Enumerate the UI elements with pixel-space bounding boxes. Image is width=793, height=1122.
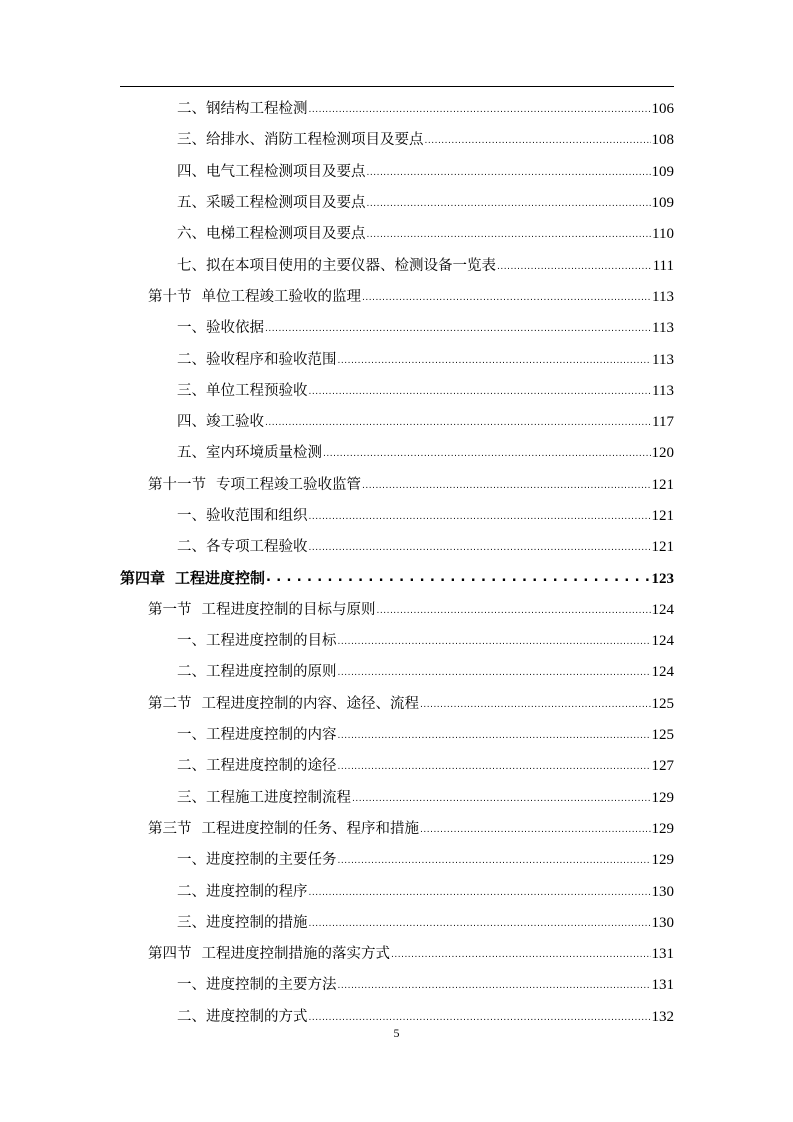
toc-entry-title: 验收范围和组织 [206, 508, 308, 524]
toc-entry-item[interactable] [0, 530, 793, 561]
toc-entry-number: 五、 [177, 445, 206, 462]
toc-entry-section[interactable] [0, 812, 793, 843]
toc-entry-page: 113 [652, 288, 674, 305]
toc-entry-page: 121 [651, 476, 674, 493]
dot-leader [420, 701, 651, 710]
toc-entry-page: 117 [652, 414, 674, 431]
toc-entry-title: 各专项工程验收 [206, 539, 308, 556]
dot-leader [377, 607, 651, 616]
toc-entry-page: 121 [651, 508, 674, 524]
toc-entry-number: 四、 [177, 414, 206, 431]
toc-entry-title: 电梯工程检测项目及要点 [206, 226, 366, 243]
toc-entry-number: 第二节 [148, 695, 192, 712]
toc-entry-page: 123 [651, 570, 674, 587]
toc-entry-item[interactable] [0, 311, 793, 342]
toc-entry-item[interactable] [0, 217, 793, 248]
toc-entry-title: 工程进度控制 [175, 568, 266, 587]
toc-entry-number: 二、 [177, 883, 206, 900]
toc-entry-title: 工程进度控制的内容 [206, 727, 337, 744]
toc-entry-page: 108 [651, 132, 674, 149]
dot-leader [352, 795, 651, 804]
toc-entry-item[interactable] [0, 123, 793, 154]
toc-entry-number: 三、 [177, 382, 206, 399]
toc-entry-item[interactable] [0, 248, 793, 279]
dot-leader [425, 137, 651, 146]
toc-entry-item[interactable] [0, 374, 793, 405]
toc-entry-section[interactable] [0, 937, 793, 968]
toc-entry-number: 第三节 [148, 820, 192, 837]
dot-leader [309, 388, 652, 397]
toc-entry-item[interactable] [0, 906, 793, 937]
toc-entry-item[interactable] [0, 92, 793, 123]
toc-entry-title: 工程进度控制的目标 [206, 633, 337, 650]
toc-entry-title: 工程进度控制的任务、程序和措施 [201, 820, 419, 837]
toc-entry-number: 第十一节 [148, 476, 206, 493]
dot-leader [362, 482, 651, 491]
toc-entry-title: 单位工程竣工验收的监理 [201, 288, 361, 305]
dot-leader [309, 920, 651, 929]
table-of-contents [0, 92, 793, 1031]
toc-entry-page: 120 [651, 445, 674, 462]
dot-leader [367, 231, 652, 240]
toc-entry-item[interactable] [0, 781, 793, 812]
toc-entry-number: 三、 [177, 132, 206, 149]
toc-entry-number: 二、 [177, 351, 206, 368]
toc-entry-number: 一、 [177, 633, 206, 650]
toc-entry-item[interactable] [0, 186, 793, 217]
toc-entry-section[interactable] [0, 593, 793, 624]
toc-entry-page: 109 [651, 195, 674, 212]
toc-entry-page: 129 [651, 820, 674, 837]
dot-leader [338, 857, 651, 866]
toc-entry-section[interactable] [0, 468, 793, 499]
toc-entry-section[interactable] [0, 280, 793, 311]
toc-entry-title: 验收程序和验收范围 [206, 351, 337, 368]
dot-leader [309, 544, 651, 553]
dot-leader [309, 106, 651, 115]
toc-entry-chapter[interactable] [0, 561, 793, 592]
toc-entry-page: 125 [651, 727, 674, 744]
toc-entry-number: 第四节 [148, 946, 192, 963]
toc-entry-page: 111 [652, 257, 674, 274]
dot-leader [309, 1014, 651, 1023]
toc-entry-title: 采暖工程检测项目及要点 [206, 195, 366, 212]
toc-entry-section[interactable] [0, 687, 793, 718]
toc-entry-number: 二、 [177, 758, 206, 775]
toc-entry-page: 109 [651, 163, 674, 180]
toc-entry-title: 室内环境质量检测 [206, 445, 322, 462]
dot-leader [338, 357, 652, 366]
toc-entry-number: 一、 [177, 508, 206, 524]
dot-leader [309, 889, 651, 898]
toc-entry-title: 竣工验收 [206, 414, 264, 431]
toc-entry-item[interactable] [0, 843, 793, 874]
toc-entry-page: 124 [651, 664, 674, 681]
toc-entry-title: 拟在本项目使用的主要仪器、检测设备一览表 [206, 257, 496, 274]
toc-entry-number: 一、 [177, 727, 206, 744]
dot-leader [338, 763, 651, 772]
dot-leader [265, 419, 651, 428]
toc-entry-item[interactable] [0, 655, 793, 686]
toc-entry-page: 106 [651, 101, 674, 118]
toc-entry-title: 进度控制的措施 [206, 914, 308, 931]
dot-leader [338, 732, 651, 741]
toc-entry-page: 131 [651, 977, 674, 994]
toc-entry-number: 第一节 [148, 601, 192, 618]
toc-entry-title: 验收依据 [206, 320, 264, 337]
toc-entry-page: 130 [651, 883, 674, 900]
dot-leader [391, 951, 651, 960]
toc-entry-item[interactable] [0, 718, 793, 749]
toc-entry-title: 进度控制的主要任务 [206, 852, 337, 869]
dot-leader [497, 263, 652, 272]
toc-entry-title: 电气工程检测项目及要点 [206, 163, 366, 180]
toc-entry-number: 一、 [177, 852, 206, 869]
dot-leader [367, 169, 651, 178]
toc-entry-item[interactable] [0, 968, 793, 999]
toc-entry-title: 进度控制的方式 [206, 1008, 308, 1025]
toc-entry-number: 二、 [177, 664, 206, 681]
dot-leader [323, 450, 651, 459]
toc-entry-item[interactable] [0, 749, 793, 780]
toc-entry-page: 127 [651, 758, 674, 775]
toc-entry-page: 132 [651, 1008, 674, 1025]
dot-leader [309, 513, 651, 522]
toc-entry-number: 二、 [177, 1008, 206, 1025]
toc-entry-page: 130 [651, 914, 674, 931]
dot-leader [338, 669, 651, 678]
toc-entry-page: 131 [651, 946, 674, 963]
toc-entry-number: 一、 [177, 320, 206, 337]
toc-entry-page: 113 [652, 320, 674, 337]
toc-entry-number: 第十节 [148, 288, 192, 305]
toc-entry-title: 工程进度控制的目标与原则 [201, 601, 376, 618]
toc-entry-page: 124 [651, 601, 674, 618]
toc-entry-page: 124 [651, 633, 674, 650]
page-number: 5 [393, 1026, 400, 1040]
dot-leader [362, 294, 651, 303]
toc-entry-number: 七、 [177, 257, 206, 274]
toc-entry-number: 四、 [177, 163, 206, 180]
dot-leader [338, 638, 651, 647]
toc-entry-item[interactable] [0, 436, 793, 467]
toc-entry-number: 第四章 [120, 568, 166, 587]
toc-entry-page: 129 [651, 852, 674, 869]
toc-entry-title: 单位工程预验收 [206, 382, 308, 399]
toc-entry-title: 进度控制的主要方法 [206, 977, 337, 994]
toc-entry-item[interactable] [0, 342, 793, 373]
toc-entry-title: 工程进度控制的途径 [206, 758, 337, 775]
header-rule [120, 86, 674, 87]
dot-leader [420, 826, 651, 835]
dot-leader [265, 325, 651, 334]
toc-entry-number: 二、 [177, 101, 206, 118]
dot-leader [367, 200, 651, 209]
toc-entry-title: 工程进度控制的原则 [206, 664, 337, 681]
toc-entry-number: 一、 [177, 977, 206, 994]
toc-entry-page: 110 [652, 226, 674, 243]
toc-entry-title: 钢结构工程检测 [206, 101, 308, 118]
toc-entry-page: 121 [651, 539, 674, 556]
toc-entry-title: 专项工程竣工验收监管 [216, 476, 361, 493]
toc-entry-page: 125 [651, 695, 674, 712]
toc-entry-title: 进度控制的程序 [206, 883, 308, 900]
toc-entry-number: 二、 [177, 539, 206, 556]
toc-entry-item[interactable] [0, 874, 793, 905]
toc-entry-page: 113 [652, 351, 674, 368]
dot-leader [338, 982, 651, 991]
toc-entry-item[interactable] [0, 155, 793, 186]
toc-entry-title: 工程进度控制措施的落实方式 [201, 946, 390, 963]
toc-entry-number: 六、 [177, 226, 206, 243]
toc-entry-item[interactable] [0, 624, 793, 655]
toc-entry-page: 113 [652, 382, 674, 399]
toc-entry-item[interactable] [0, 499, 793, 530]
toc-entry-number: 五、 [177, 195, 206, 212]
toc-entry-title: 给排水、消防工程检测项目及要点 [206, 132, 424, 149]
toc-entry-number: 三、 [177, 789, 206, 806]
toc-entry-page: 129 [651, 789, 674, 806]
toc-entry-title: 工程进度控制的内容、途径、流程 [201, 695, 419, 712]
toc-entry-item[interactable] [0, 405, 793, 436]
toc-entry-title: 工程施工进度控制流程 [206, 789, 351, 806]
toc-entry-number: 三、 [177, 914, 206, 931]
dot-leader [266, 571, 650, 584]
